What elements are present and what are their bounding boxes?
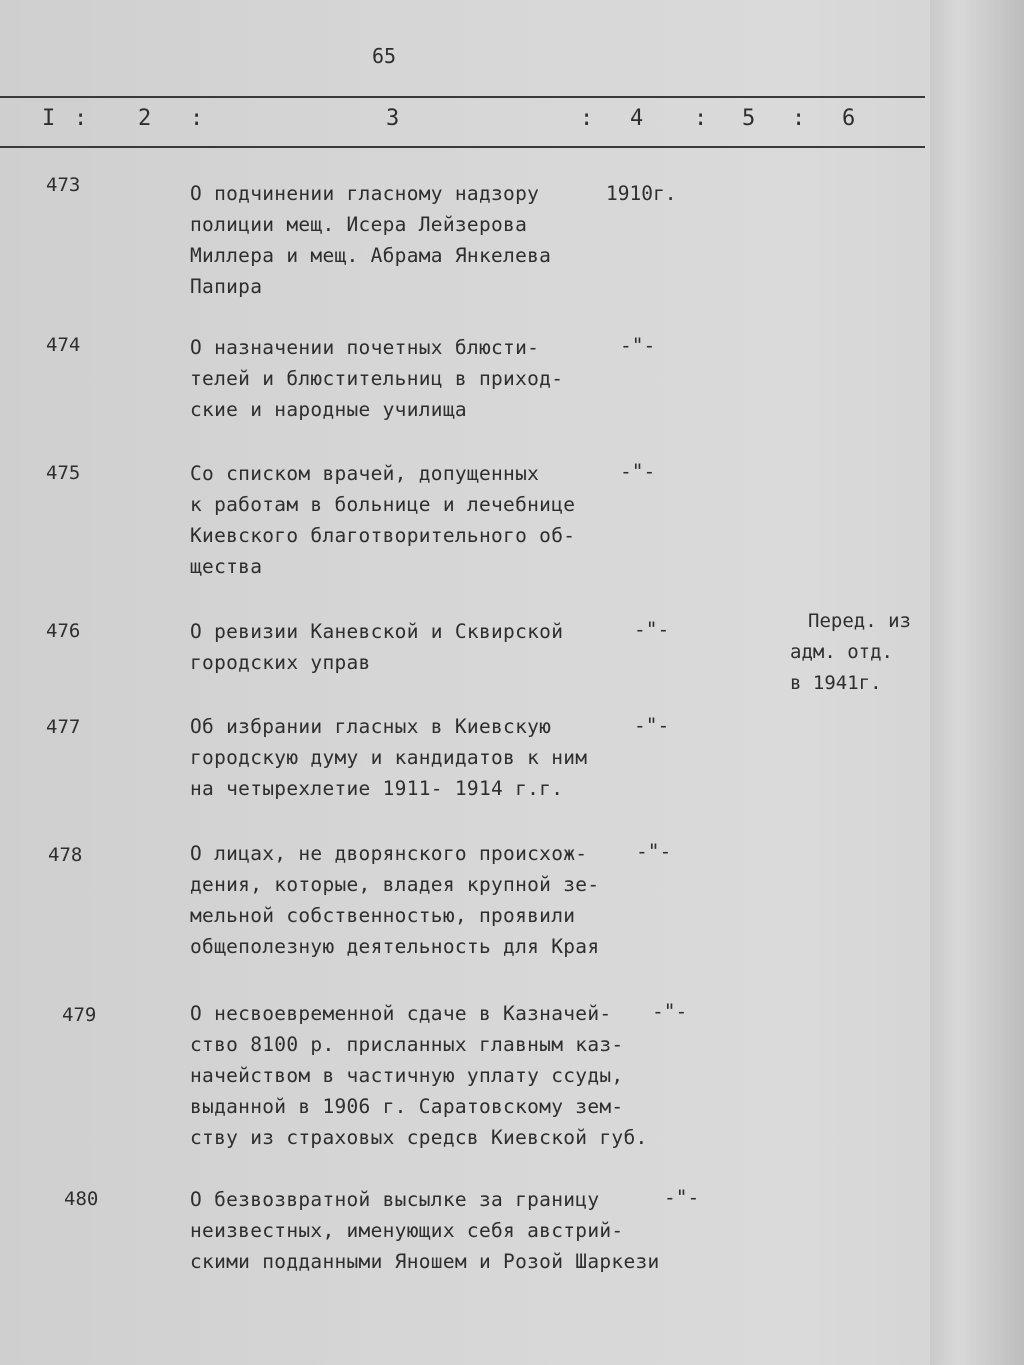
entry-title (190, 838, 630, 962)
entry-title-line: Киевского благотворительного об- (190, 524, 576, 547)
entry-title-line: О лицах, не дворянского происхож- (190, 842, 588, 865)
entry-title-line: дения, которые, владея крупной зе- (190, 873, 600, 896)
entry-title-line: мельной собственностью, проявили (190, 904, 576, 927)
entry-title-line: начейством в частичную уплату ссуды, (190, 1064, 624, 1087)
entry-number: 476 (46, 620, 81, 642)
entry-title-line: общеполезную деятельность для Края (190, 935, 600, 958)
entry-note-line: в 1941г. (790, 672, 882, 694)
column-separator: : (792, 106, 806, 131)
entry-note-line: Перед. из (808, 610, 911, 632)
entry-date: -"- (620, 460, 656, 483)
column-header-2: 2 (138, 106, 152, 131)
entry-title-line: скими подданными Яношем и Розой Шаркези (190, 1250, 660, 1273)
entry-title-line: ство 8100 р. присланных главным каз- (190, 1033, 624, 1056)
entry-title-line: ские и народные училища (190, 398, 467, 421)
entry-title-line: Об избрании гласных в Киевскую (190, 715, 552, 738)
entry-date: -"- (652, 1000, 688, 1023)
column-separator: : (580, 106, 594, 131)
entry-date: -"- (634, 714, 670, 737)
entry-number: 480 (64, 1188, 99, 1210)
entry-date: -"- (664, 1186, 700, 1209)
entry-number: 479 (62, 1004, 97, 1026)
page-number: 65 (372, 44, 397, 68)
entry-title-line: О подчинении гласному надзору (190, 182, 540, 205)
entry-title-line: городских управ (190, 651, 371, 674)
entry-title (190, 458, 630, 582)
entry-title-line: О безвозвратной высылке за границу (190, 1188, 600, 1211)
entry-title-line: к работам в больнице и лечебнице (190, 493, 576, 516)
entry-title-line: городскую думу и кандидатов к ним (190, 746, 588, 769)
entry-title-line: неизвестных, именующих себя австрий- (190, 1219, 624, 1242)
column-separator: : (190, 106, 204, 131)
entry-date: 1910г. (606, 182, 677, 205)
entry-title (190, 998, 648, 1153)
column-header-1: I (42, 106, 56, 131)
entry-title-line: Миллера и мещ. Абрама Янкелева (190, 244, 552, 267)
entry-title (190, 711, 630, 804)
entry-number: 473 (46, 174, 81, 196)
column-header-3: 3 (386, 106, 400, 131)
entry-title-line: О ревизии Каневской и Сквирской (190, 620, 564, 643)
column-separator: : (74, 106, 88, 131)
entry-title-line: Со списком врачей, допущенных (190, 462, 540, 485)
page-edge (930, 0, 1024, 1365)
entry-title-line: полиции мещ. Исера Лейзерова (190, 213, 528, 236)
entry-title-line: щества (190, 555, 263, 578)
entry-date: -"- (634, 618, 670, 641)
column-separator: : (694, 106, 708, 131)
entry-title-line: Папира (190, 275, 263, 298)
entry-note-line: адм. отд. (790, 641, 893, 663)
entry-title-line: телей и блюстительниц в приход- (190, 367, 564, 390)
entry-title (190, 178, 630, 302)
entry-date: -"- (636, 840, 672, 863)
column-header-6: 6 (842, 106, 856, 131)
column-header-4: 4 (630, 106, 644, 131)
entry-title-line: на четырехлетие 1911- 1914 г.г. (190, 777, 564, 800)
entry-number: 477 (46, 716, 81, 738)
entry-note (790, 606, 911, 699)
entry-title-line: ству из страховых средсв Киевской губ. (190, 1126, 648, 1149)
header-top-rule (0, 96, 925, 98)
entry-title (190, 332, 630, 425)
entry-number: 475 (46, 462, 81, 484)
entry-number: 478 (48, 844, 83, 866)
entry-title-line: О назначении почетных блюсти- (190, 336, 540, 359)
entry-title (190, 616, 630, 678)
entry-date: -"- (620, 334, 656, 357)
column-header-5: 5 (742, 106, 756, 131)
header-bottom-rule (0, 146, 925, 148)
entry-title-line: выданной в 1906 г. Саратовскому зем- (190, 1095, 624, 1118)
entry-number: 474 (46, 334, 81, 356)
entry-title-line: О несвоевременной сдаче в Казначей- (190, 1002, 612, 1025)
entry-title (190, 1184, 660, 1277)
